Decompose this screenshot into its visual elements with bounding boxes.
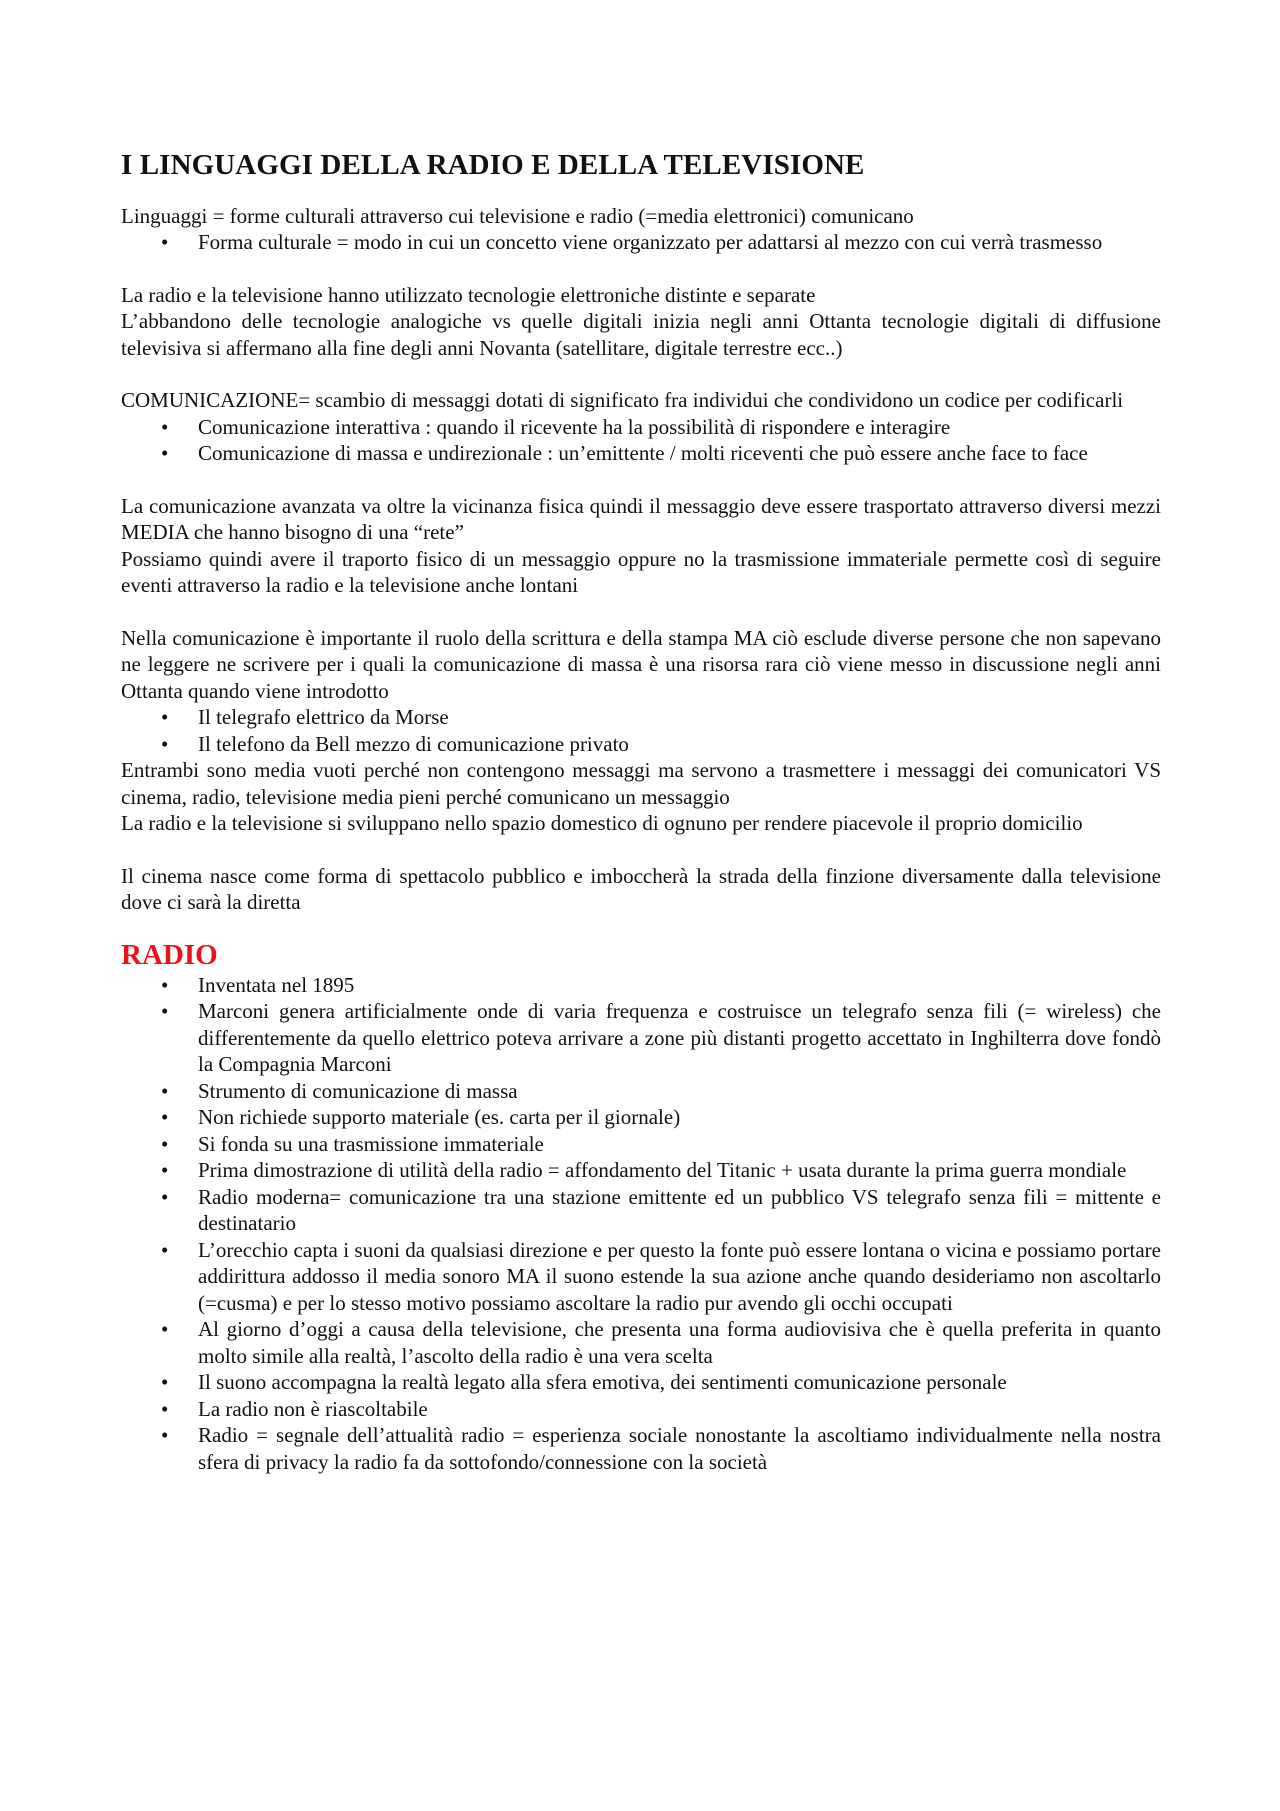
bullet-icon: • xyxy=(161,1078,169,1103)
list-item: • Prima dimostrazione di utilità della radio = affondamento del Titanic + usata durante la prima guerra mondiale xyxy=(161,1158,1127,1183)
paragraph: La radio e la televisione hanno utilizzato tecnologie elettroniche distinte e separate xyxy=(121,282,816,307)
list-item: • Il telefono da Bell mezzo di comunicazione privato xyxy=(161,731,629,756)
list-item: • Radio moderna= comunicazione tra una stazione emittente ed un pubblico VS telegrafo senza fili = mittente e destinatario xyxy=(161,1184,1161,1236)
list-item: • Inventata nel 1895 xyxy=(161,972,355,997)
list-item: • Al giorno d’oggi a causa della televisione, che presenta una forma audiovisiva che è quella preferita in quanto molto simile alla realtà, l’ascolto della radio è una vera scelta xyxy=(161,1317,1161,1368)
bullet-list xyxy=(121,414,1161,467)
bullet-icon: • xyxy=(161,441,169,466)
bullet-icon: • xyxy=(161,1423,169,1448)
bullet-icon: • xyxy=(161,1158,169,1183)
list-item: • Comunicazione interattiva : quando il ricevente ha la possibilità di rispondere e interagire xyxy=(161,414,951,439)
list-item: • Forma culturale = modo in cui un concetto viene organizzato per adattarsi al mezzo con cui verrà trasmesso xyxy=(161,230,1103,255)
list-item: • Marconi genera artificialmente onde di varia frequenza e costruisce un telegrafo senza fili (= wireless) che differentemente da quello elettrico poteva arrivare a zone più distanti progetto accettato in Inghilterra dove fondò la Compagnia Marconi xyxy=(161,999,1161,1077)
list-item: • Radio = segnale dell’attualità radio = esperienza sociale nonostante la ascoltiamo individualmente nella nostra sfera di privacy la radio fa da sottofondo/connessione con la società xyxy=(161,1423,1161,1474)
paragraph: La comunicazione avanzata va oltre la vicinanza fisica quindi il messaggio deve essere trasportato attraverso diversi mezzi MEDIA che hanno bisogno di una “rete” xyxy=(121,493,1161,545)
bullet-icon: • xyxy=(161,731,169,756)
page-title: I LINGUAGGI DELLA RADIO E DELLA TELEVISIONE xyxy=(121,149,865,181)
bullet-icon: • xyxy=(161,414,169,439)
bullet-icon: • xyxy=(161,1317,169,1342)
paragraph: Nella comunicazione è importante il ruolo della scrittura e della stampa MA ciò esclude diverse persone che non sapevano ne leggere ne scrivere per i quali la comunicazione di massa è una risorsa rara ciò viene messo in discussione negli anni Ottanta quando viene introdotto xyxy=(121,625,1161,703)
bullet-icon: • xyxy=(161,1184,169,1209)
bullet-icon: • xyxy=(161,230,169,255)
list-item: • Comunicazione di massa e undirezionale : un’emittente / molti riceventi che può essere anche face to face xyxy=(161,441,1088,466)
paragraph: COMUNICAZIONE= scambio di messaggi dotati di significato fra individui che condividono un codice per codificarli xyxy=(121,388,1124,413)
list-item: • Il suono accompagna la realtà legato alla sfera emotiva, dei sentimenti comunicazione personale xyxy=(161,1370,1007,1395)
bullet-icon: • xyxy=(161,1237,169,1262)
list-item: • L’orecchio capta i suoni da qualsiasi direzione e per questo la fonte può essere lontana o vicina e possiamo portare addirittura addosso il media sonoro MA il suono estende la sua azione anche quando desideriamo non ascoltarlo (=cusma) e per lo stesso motivo possiamo ascoltare la radio pur avendo gli occhi occupati xyxy=(161,1237,1161,1315)
bullet-icon: • xyxy=(161,972,169,997)
bullet-icon: • xyxy=(161,1370,169,1395)
bullet-list xyxy=(121,229,1161,256)
paragraph: Possiamo quindi avere il traporto fisico di un messaggio oppure no la trasmissione immateriale permette così di seguire eventi attraverso la radio e la televisione anche lontani xyxy=(121,546,1161,598)
paragraph: Il cinema nasce come forma di spettacolo pubblico e imboccherà la strada della finzione diversamente dalla televisione dove ci sarà la diretta xyxy=(121,863,1161,915)
paragraph: L’abbandono delle tecnologie analogiche vs quelle digitali inizia negli anni Ottanta tecnologie digitali di diffusione televisiva si affermano alla fine degli anni Novanta (satellitare, digitale terrestre ecc..) xyxy=(121,309,1161,360)
paragraph: Entrambi sono media vuoti perché non contengono messaggi ma servono a trasmettere i messaggi dei comunicatori VS cinema, radio, televisione media pieni perché comunicano un messaggio xyxy=(121,758,1161,809)
list-item: • Si fonda su una trasmissione immateriale xyxy=(161,1131,544,1156)
bullet-icon: • xyxy=(161,705,169,730)
bullet-list xyxy=(121,704,1161,757)
bullet-icon: • xyxy=(161,1131,169,1156)
bullet-icon: • xyxy=(161,999,169,1024)
document-page xyxy=(121,148,1161,1475)
bullet-icon: • xyxy=(161,1396,169,1421)
paragraph: Linguaggi = forme culturali attraverso cui televisione e radio (=media elettronici) comunicano xyxy=(121,203,914,228)
paragraph: La radio e la televisione si sviluppano nello spazio domestico di ognuno per rendere piacevole il proprio domicilio xyxy=(121,811,1083,836)
section-heading-radio: RADIO xyxy=(121,938,218,971)
list-item: • Il telegrafo elettrico da Morse xyxy=(161,705,449,730)
list-item: • Strumento di comunicazione di massa xyxy=(161,1078,518,1103)
bullet-list-radio xyxy=(121,972,1161,1476)
bullet-icon: • xyxy=(161,1105,169,1130)
list-item: • Non richiede supporto materiale (es. carta per il giornale) xyxy=(161,1105,681,1130)
list-item: • La radio non è riascoltabile xyxy=(161,1396,428,1421)
